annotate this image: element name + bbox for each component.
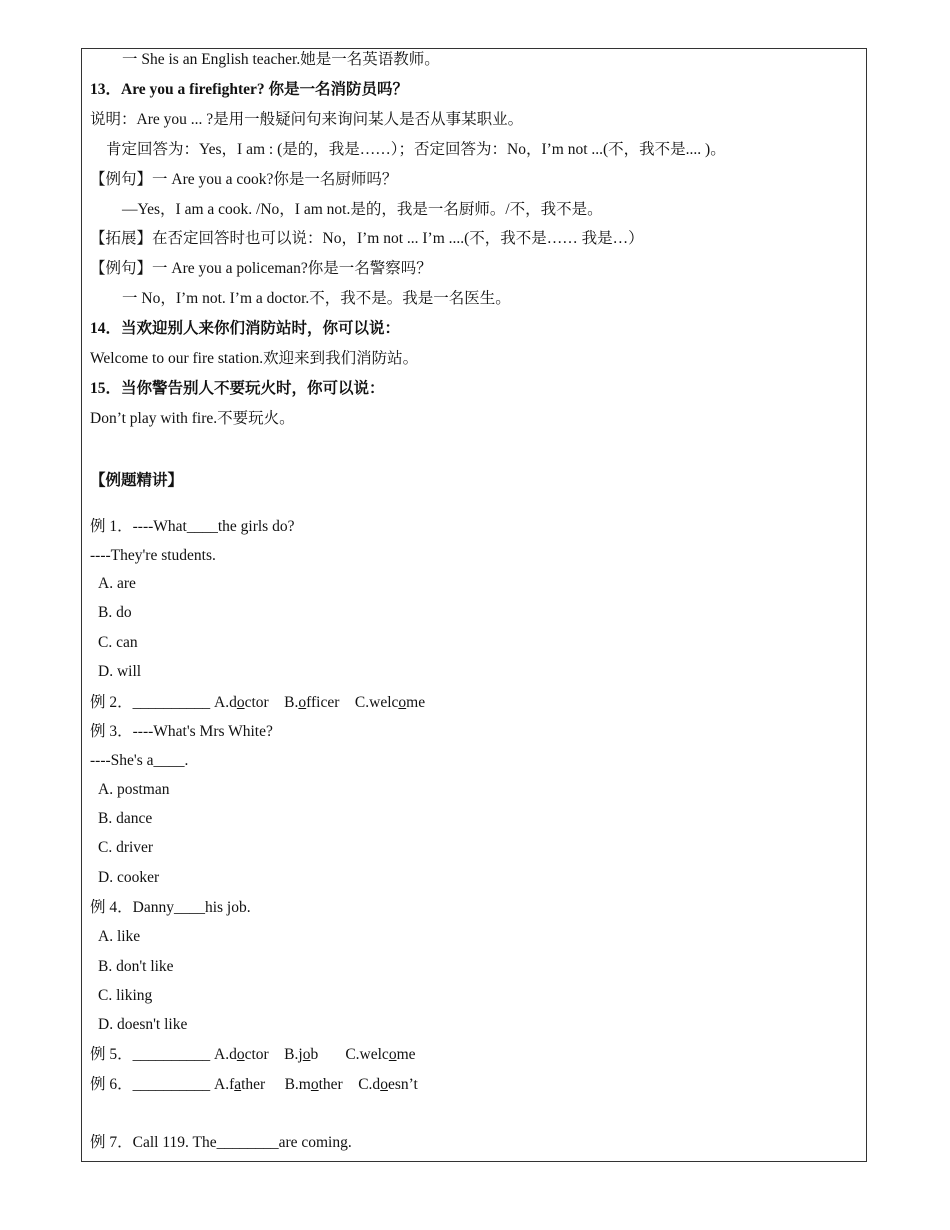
underlined-letter: o <box>398 694 407 711</box>
text-seg: 例 2．__________ A.d <box>90 694 237 711</box>
text-seg: fficer C.welc <box>306 694 399 711</box>
option: B. dance <box>98 810 153 827</box>
text-seg: ther B.m <box>241 1076 311 1093</box>
text-seg: ctor B.j <box>244 1046 303 1063</box>
example-2-question <box>90 693 425 713</box>
text-line: 【拓展】在否定回答时也可以说：No，I’m not ... I’m ....(不，我不是…… 我是…） <box>90 230 644 247</box>
section-13-heading: 13．Are you a firefighter? 你是一名消防员吗？ <box>90 81 409 98</box>
text-line: 一 No，I’m not. I’m a doctor.不，我不是。我是一名医生。 <box>122 290 511 307</box>
text-line: Welcome to our fire station.欢迎来到我们消防站。 <box>90 350 419 367</box>
example-1-question: 例 1．----What____the girls do? <box>90 518 295 535</box>
example-1-answer: ----They're students. <box>90 547 216 564</box>
example-3-answer: ----She's a____. <box>90 752 189 769</box>
underlined-letter: o <box>380 1076 388 1093</box>
underlined-letter: o <box>310 1076 319 1093</box>
option: D. doesn't like <box>98 1016 188 1033</box>
text-seg: b C.welc <box>310 1046 389 1063</box>
option: A. are <box>98 575 136 592</box>
text-line: 说明：Are you ... ?是用一般疑问句来询问某人是否从事某职业。 <box>90 111 524 128</box>
text-seg: 例 5．__________ A.d <box>90 1046 237 1063</box>
text-line: 【例句】一 Are you a policeman?你是一名警察吗？ <box>90 260 432 277</box>
text-line: 一 She is an English teacher.她是一名英语教师。 <box>122 51 440 68</box>
text-line: Don’t play with fire.不要玩火。 <box>90 410 295 427</box>
text-seg: 例 6．__________ A.f <box>90 1076 235 1093</box>
text-line: 肯定回答为：Yes，I am : (是的，我是……）；否定回答为：No，I’m not ...(不，我不是.... )。 <box>106 141 726 158</box>
option: A. like <box>98 928 141 945</box>
underlined-letter: o <box>388 1046 397 1063</box>
text-line: 【例句】一 Are you a cook?你是一名厨师吗？ <box>90 171 398 188</box>
option: A. postman <box>98 781 170 798</box>
underlined-letter: o <box>236 1046 245 1063</box>
option: D. will <box>98 663 142 680</box>
option: B. do <box>98 604 132 621</box>
underlined-letter: o <box>302 1046 311 1063</box>
option: B. don't like <box>98 958 174 975</box>
example-6-question <box>90 1075 418 1095</box>
underlined-letter: o <box>298 694 307 711</box>
text-seg: esn’t <box>387 1076 418 1093</box>
text-line: —Yes，I am a cook. /No，I am not.是的，我是一名厨师。/不，我不是。 <box>122 201 603 218</box>
text-seg: ther C.d <box>318 1076 381 1093</box>
option: D. cooker <box>98 869 160 886</box>
text-seg: me <box>396 1046 416 1063</box>
option: C. driver <box>98 839 154 856</box>
text-seg: ctor B. <box>244 694 299 711</box>
example-3-question: 例 3．----What's Mrs White? <box>90 723 273 740</box>
section-14-heading: 14．当欢迎别人来你们消防站时，你可以说： <box>90 320 401 337</box>
option: C. can <box>98 634 138 651</box>
text-seg: me <box>406 694 426 711</box>
example-4-question: 例 4．Danny____his job. <box>90 899 251 916</box>
option: C. liking <box>98 987 153 1004</box>
underlined-letter: a <box>234 1076 242 1093</box>
examples-heading: 【例题精讲】 <box>90 472 184 489</box>
example-7-question: 例 7．Call 119. The________are coming. <box>90 1134 352 1151</box>
section-15-heading: 15．当你警告别人不要玩火时，你可以说： <box>90 380 385 397</box>
example-5-question <box>90 1045 416 1065</box>
underlined-letter: o <box>236 694 245 711</box>
